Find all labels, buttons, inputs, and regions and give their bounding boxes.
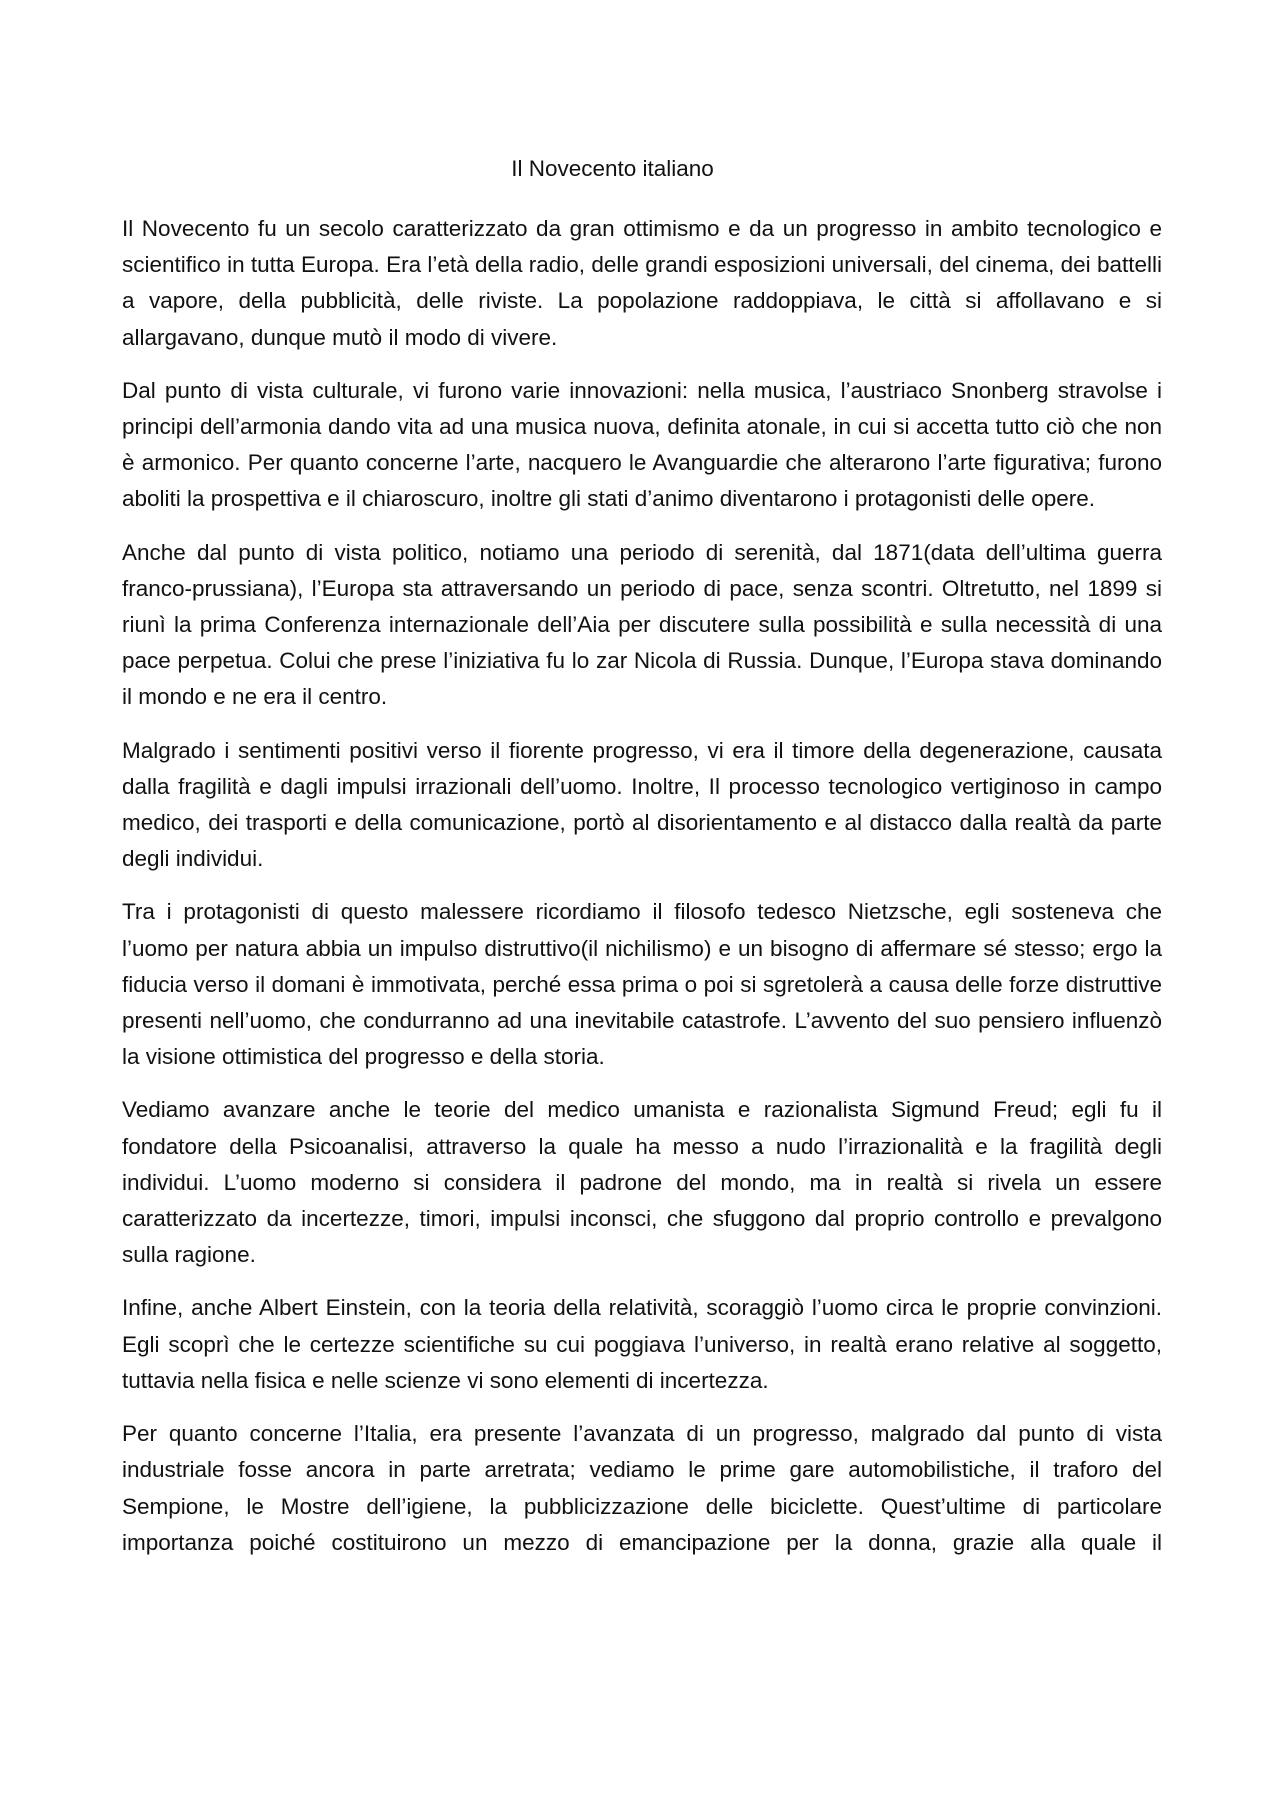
document-body [122,211,1162,1578]
paragraph-7: Infine, anche Albert Einstein, con la teoria della relatività, scoraggiò l’uomo circa le proprie convinzioni. Egli scoprì che le certezze scientifiche su cui poggiava l’universo, in realtà erano relative al soggetto, tuttavia nella fisica e nelle scienze vi sono elementi di incertezza. [122,1295,1162,1393]
paragraph-1: Il Novecento fu un secolo caratterizzato da gran ottimismo e da un progresso in ambito tecnologico e scientifico in tutta Europa. Era l’età della radio, delle grandi esposizioni universali, del cinema, dei battelli a vapore, della pubblicità, delle riviste. La popolazione raddoppiava, le città si affollavano e si allargavano, dunque mutò il modo di vivere. [122,216,1162,350]
paragraph-6: Vediamo avanzare anche le teorie del medico umanista e razionalista Sigmund Freud; egli fu il fondatore della Psicoanalisi, attraverso la quale ha messo a nudo l’irrazionalità e la fragilità degli individui. L’uomo moderno si considera il padrone del mondo, ma in realtà si rivela un essere caratterizzato da incertezze, timori, impulsi inconsci, che sfuggono dal proprio controllo e prevalgono sulla ragione. [122,1097,1162,1268]
paragraph-2: Dal punto di vista culturale, vi furono varie innovazioni: nella musica, l’austriaco Snonberg stravolse i principi dell’armonia dando vita ad una musica nuova, definita atonale, in cui si accetta tutto ciò che non è armonico. Per quanto concerne l’arte, nacquero le Avanguardie che alterarono l’arte figurativa; furono aboliti la prospettiva e il chiaroscuro, inoltre gli stati d’animo diventarono i protagonisti delle opere. [122,377,1162,512]
document-title: Il Novecento italiano [511,156,714,181]
paragraph-8: Per quanto concerne l’Italia, era presente l’avanzata di un progresso, malgrado dal punto di vista industriale fosse ancora in parte arretrata; vediamo le prime gare automobilistiche, il traforo del Sempione, le Mostre dell’igiene, la pubblicizzazione delle biciclette. Quest’ultime di particolare importanza poiché costituirono un mezzo di emancipazione per la donna, grazie alla quale il [122,1421,1162,1555]
paragraph-4: Malgrado i sentimenti positivi verso il fiorente progresso, vi era il timore della degenerazione, causata dalla fragilità e dagli impulsi irrazionali dell’uomo. Inoltre, Il processo tecnologico vertiginoso in campo medico, dei trasporti e della comunicazione, portò al disorientamento e al distacco dalla realtà da parte degli individui. [122,737,1162,872]
paragraph-3: Anche dal punto di vista politico, notiamo una periodo di serenità, dal 1871(data dell’ultima guerra franco-prussiana), l’Europa sta attraversando un periodo di pace, senza scontri. Oltretutto, nel 1899 si riunì la prima Conferenza internazionale dell’Aia per discutere sulla possibilità e sulla necessità di una pace perpetua. Colui che prese l’iniziativa fu lo zar Nicola di Russia. Dunque, l’Europa stava dominando il mondo e ne era il centro. [122,539,1162,710]
paragraph-5: Tra i protagonisti di questo malessere ricordiamo il filosofo tedesco Nietzsche, egli sosteneva che l’uomo per natura abbia un impulso distruttivo(il nichilismo) e un bisogno di affermare sé stesso; ergo la fiducia verso il domani è immotivata, perché essa prima o poi si sgretolerà a causa delle forze distruttive presenti nell’uomo, che condurranno ad una inevitabile catastrofe. L’avvento del suo pensiero influenzò la visione ottimistica del progresso e della storia. [122,899,1162,1070]
